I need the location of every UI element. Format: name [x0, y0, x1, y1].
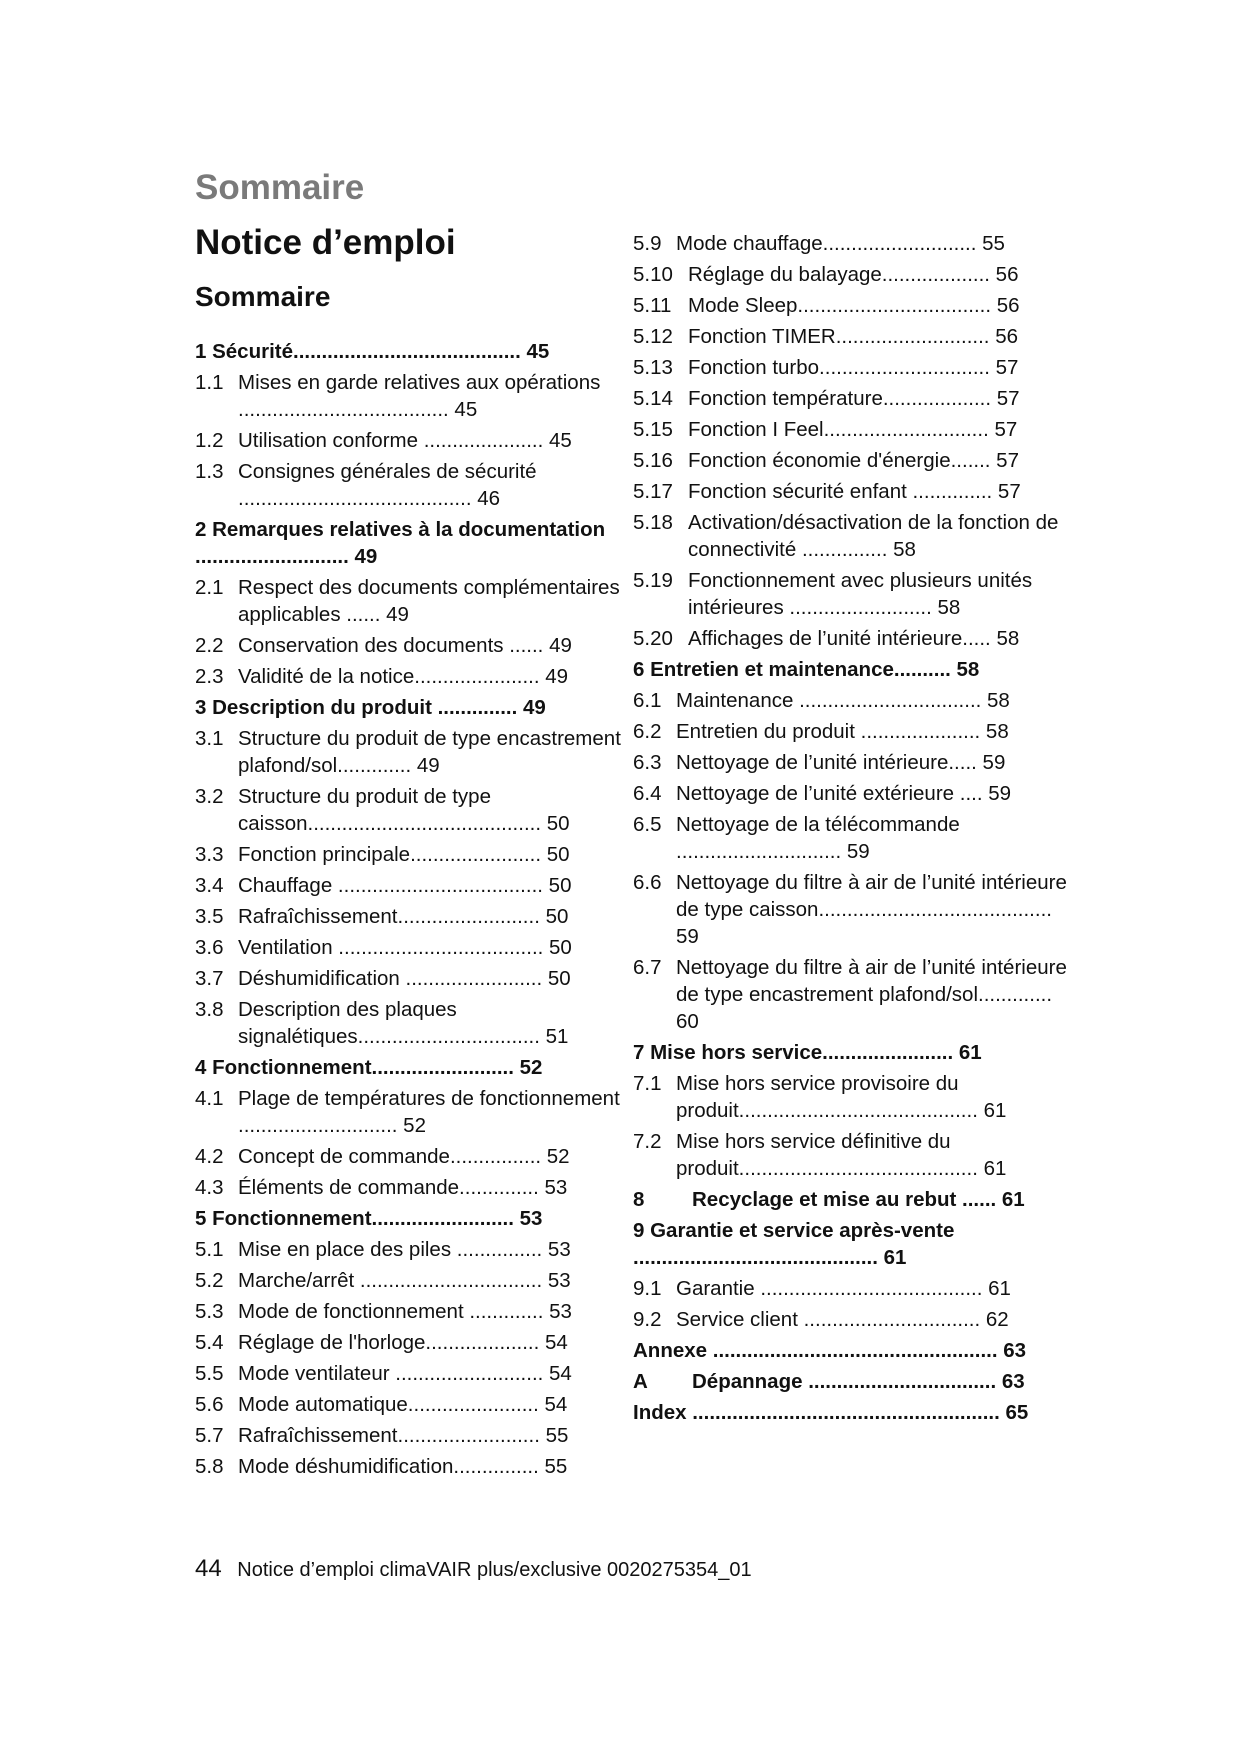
toc-entry-number: 5.16	[633, 449, 673, 472]
toc-entry[interactable]	[195, 338, 627, 365]
toc-entry-text: Mise hors service provisoire du produit.......................................... 61	[676, 1072, 1007, 1122]
toc-entry-text: Fonction I Feel............................. 57	[688, 418, 1018, 441]
toc-entry-text: Fonction sécurité enfant .............. 57	[688, 480, 1021, 503]
toc-entry-text: Affichages de l’unité intérieure..... 58	[688, 627, 1020, 650]
toc-entry-text: Fonction turbo.............................. 57	[688, 356, 1019, 379]
toc-entry[interactable]	[195, 516, 627, 570]
toc-entry-text: 5 Fonctionnement......................... 53	[195, 1207, 543, 1230]
toc-entry[interactable]	[633, 230, 1073, 257]
toc-entry-number: 5.8	[195, 1455, 224, 1478]
toc-entry-number: 3.6	[195, 936, 224, 959]
toc-entry[interactable]	[633, 1128, 1073, 1182]
toc-entry-number: 2.2	[195, 634, 224, 657]
toc-entry-number: 1.3	[195, 460, 224, 483]
toc-entry[interactable]	[633, 354, 1073, 381]
toc-entry[interactable]	[195, 369, 627, 423]
toc-entry-text: Consignes générales de sécurité ......................................... 46	[238, 460, 537, 510]
toc-entry-number: 5.9	[633, 232, 662, 255]
toc-entry[interactable]	[633, 1186, 1073, 1213]
toc-right-column	[633, 230, 1073, 1430]
toc-entry-number: 5.17	[633, 480, 673, 503]
toc-entry-text: Service client ............................... 62	[676, 1308, 1009, 1331]
toc-entry-text: Mode de fonctionnement ............. 53	[238, 1300, 572, 1323]
toc-entry-number: 6.6	[633, 871, 662, 894]
page-footer	[195, 1555, 752, 1583]
toc-left-column	[195, 338, 627, 1484]
toc-entry-text: Mise hors service définitive du produit.......................................... 61	[676, 1130, 1007, 1180]
toc-entry-text: Activation/désactivation de la fonction de connectivité ............... 58	[688, 511, 1059, 561]
toc-entry-text: Utilisation conforme ..................... 45	[238, 429, 572, 452]
toc-entry-text: 9 Garantie et service après-vente ........................................... 61	[633, 1219, 955, 1269]
toc-entry-number: 5.14	[633, 387, 673, 410]
toc-entry[interactable]	[195, 1267, 627, 1294]
toc-entry[interactable]	[195, 1453, 627, 1480]
toc-entry[interactable]	[633, 385, 1073, 412]
toc-entry-text: Nettoyage de l’unité extérieure .... 59	[676, 782, 1012, 805]
toc-entry-number: 8	[633, 1188, 645, 1211]
toc-entry-number: 9.1	[633, 1277, 662, 1300]
toc-entry-text: Nettoyage de l’unité intérieure..... 59	[676, 751, 1006, 774]
toc-entry[interactable]	[633, 687, 1073, 714]
toc-entry[interactable]	[633, 1306, 1073, 1333]
toc-entry-number: 5.15	[633, 418, 673, 441]
toc-entry[interactable]	[633, 1039, 1073, 1066]
toc-entry-number: 4.2	[195, 1145, 224, 1168]
toc-entry-number: 3.3	[195, 843, 224, 866]
toc-entry-number: 5.5	[195, 1362, 224, 1385]
toc-entry-number: 5.3	[195, 1300, 224, 1323]
toc-entry-text: Mode chauffage........................... 55	[676, 232, 1005, 255]
toc-entry-text: Structure du produit de type caisson......................................... 50	[238, 785, 570, 835]
toc-entry-text: Nettoyage du filtre à air de l’unité intérieure de type caisson......................................... 59	[676, 871, 1067, 948]
toc-entry[interactable]	[633, 780, 1073, 807]
toc-entry-text: 4 Fonctionnement......................... 52	[195, 1056, 543, 1079]
toc-entry-text: Éléments de commande.............. 53	[238, 1176, 568, 1199]
toc-entry-text: Annexe .................................................. 63	[633, 1339, 1027, 1362]
toc-entry[interactable]	[195, 783, 627, 837]
page-number: 44	[195, 1555, 222, 1582]
toc-entry-number: 1.2	[195, 429, 224, 452]
toc-entry-number: 9.2	[633, 1308, 662, 1331]
toc-entry[interactable]	[633, 1337, 1073, 1364]
toc-entry-text: Mode Sleep.................................. 56	[688, 294, 1020, 317]
toc-entry-text: Fonction principale....................... 50	[238, 843, 570, 866]
toc-entry-text: Mises en garde relatives aux opérations ..................................... 45	[238, 371, 601, 421]
toc-entry[interactable]	[633, 261, 1073, 288]
toc-entry-text: Recyclage et mise au rebut ...... 61	[692, 1188, 1025, 1211]
toc-entry[interactable]	[195, 1205, 627, 1232]
toc-entry[interactable]	[633, 567, 1073, 621]
toc-entry[interactable]	[195, 1422, 627, 1449]
toc-entry[interactable]	[195, 841, 627, 868]
toc-entry-number: 7.2	[633, 1130, 662, 1153]
toc-entry-number: 4.3	[195, 1176, 224, 1199]
toc-entry[interactable]	[633, 1368, 1073, 1395]
toc-entry[interactable]	[633, 625, 1073, 652]
toc-entry[interactable]	[195, 1298, 627, 1325]
toc-entry-number: 5.4	[195, 1331, 224, 1354]
toc-entry[interactable]	[195, 996, 627, 1050]
toc-entry-number: 3.7	[195, 967, 224, 990]
toc-entry-text: Plage de températures de fonctionnement ............................ 52	[238, 1087, 620, 1137]
toc-entry[interactable]	[195, 632, 627, 659]
toc-entry-number: 5.6	[195, 1393, 224, 1416]
toc-entry-text: Rafraîchissement......................... 55	[238, 1424, 569, 1447]
toc-entry-text: Fonction température................... 57	[688, 387, 1020, 410]
toc-entry[interactable]	[195, 1360, 627, 1387]
toc-entry-number: 4.1	[195, 1087, 224, 1110]
toc-entry-number: 2.3	[195, 665, 224, 688]
toc-entry-number: 6.5	[633, 813, 662, 836]
toc-entry-text: Maintenance ................................ 58	[676, 689, 1010, 712]
toc-entry-number: 3.1	[195, 727, 224, 750]
toc-entry-text: 1 Sécurité........................................ 45	[195, 340, 550, 363]
footer-text: Notice d’emploi climaVAIR plus/exclusive 0020275354_01	[237, 1559, 752, 1581]
toc-entry-number: 7.1	[633, 1072, 662, 1095]
toc-entry-text: Fonctionnement avec plusieurs unités intérieures ......................... 58	[688, 569, 1033, 619]
toc-entry-text: 3 Description du produit .............. 49	[195, 696, 546, 719]
toc-entry-number: 5.10	[633, 263, 673, 286]
toc-entry-text: Concept de commande................ 52	[238, 1145, 570, 1168]
toc-entry[interactable]	[195, 1054, 627, 1081]
toc-entry[interactable]	[633, 1399, 1073, 1426]
toc-entry-number: 5.18	[633, 511, 673, 534]
toc-entry-text: Validité de la notice...................... 49	[238, 665, 569, 688]
toc-entry-text: Nettoyage du filtre à air de l’unité intérieure de type encastrement plafond/sol............. 60	[676, 956, 1067, 1033]
toc-entry-number: 3.4	[195, 874, 224, 897]
toc-entry-number: 1.1	[195, 371, 224, 394]
toc-title: Sommaire	[195, 281, 331, 312]
toc-entry[interactable]	[195, 694, 627, 721]
toc-entry[interactable]	[195, 1391, 627, 1418]
toc-entry-text: Conservation des documents ...... 49	[238, 634, 572, 657]
toc-entry-number: 5.19	[633, 569, 673, 592]
toc-entry-text: 7 Mise hors service....................... 61	[633, 1041, 982, 1064]
toc-entry-text: Mode automatique....................... 54	[238, 1393, 568, 1416]
toc-entry[interactable]	[633, 718, 1073, 745]
toc-entry[interactable]	[195, 1329, 627, 1356]
toc-entry[interactable]	[195, 934, 627, 961]
toc-entry[interactable]	[633, 954, 1073, 1035]
toc-entry-text: Entretien du produit ..................... 58	[676, 720, 1009, 743]
toc-entry-text: Description des plaques signalétiques................................ 51	[238, 998, 569, 1048]
toc-entry[interactable]	[633, 1217, 1073, 1271]
toc-entry-text: Mise en place des piles ............... 53	[238, 1238, 571, 1261]
toc-entry[interactable]	[633, 509, 1073, 563]
toc-entry-text: Fonction TIMER........................... 56	[688, 325, 1019, 348]
toc-entry-text: 6 Entretien et maintenance.......... 58	[633, 658, 980, 681]
toc-entry[interactable]	[633, 292, 1073, 319]
toc-entry-number: 3.5	[195, 905, 224, 928]
toc-entry-number: 3.8	[195, 998, 224, 1021]
section-title: Sommaire	[195, 168, 365, 207]
toc-entry-number: 5.13	[633, 356, 673, 379]
toc-entry[interactable]	[633, 478, 1073, 505]
toc-entry-text: Rafraîchissement......................... 50	[238, 905, 569, 928]
toc-entry[interactable]	[633, 811, 1073, 865]
toc-entry-text: Dépannage ................................. 63	[692, 1370, 1025, 1393]
toc-entry-text: Réglage du balayage................... 56	[688, 263, 1019, 286]
toc-entry-number: 5.11	[633, 294, 672, 317]
toc-entry[interactable]	[195, 1174, 627, 1201]
toc-entry-number: 5.20	[633, 627, 673, 650]
toc-entry[interactable]	[195, 872, 627, 899]
toc-entry[interactable]	[195, 1143, 627, 1170]
toc-entry[interactable]	[633, 656, 1073, 683]
toc-entry-number: 2.1	[195, 576, 224, 599]
toc-entry[interactable]	[633, 869, 1073, 950]
toc-entry-text: Garantie ....................................... 61	[676, 1277, 1011, 1300]
toc-entry-text: Ventilation .................................... 50	[238, 936, 572, 959]
toc-entry[interactable]	[195, 1085, 627, 1139]
toc-entry[interactable]	[633, 1070, 1073, 1124]
toc-entry-text: Nettoyage de la télécommande ............................. 59	[676, 813, 960, 863]
toc-entry[interactable]	[633, 1275, 1073, 1302]
toc-entry-number: 5.2	[195, 1269, 224, 1292]
toc-entry[interactable]	[195, 725, 627, 779]
toc-entry-text: Déshumidification ........................ 50	[238, 967, 571, 990]
toc-entry[interactable]	[195, 965, 627, 992]
toc-entry[interactable]	[633, 749, 1073, 776]
toc-entry-text: Fonction économie d'énergie....... 57	[688, 449, 1019, 472]
toc-entry-number: 6.3	[633, 751, 662, 774]
toc-entry-number: 6.2	[633, 720, 662, 743]
toc-entry-text: Marche/arrêt ................................ 53	[238, 1269, 571, 1292]
toc-entry[interactable]	[195, 663, 627, 690]
toc-entry[interactable]	[633, 323, 1073, 350]
toc-entry-text: Mode ventilateur .......................... 54	[238, 1362, 572, 1385]
toc-entry-number: 6.4	[633, 782, 662, 805]
toc-entry-number: 5.12	[633, 325, 673, 348]
toc-entry-text: Structure du produit de type encastrement plafond/sol............. 49	[238, 727, 621, 777]
toc-entry-text: Chauffage .................................... 50	[238, 874, 572, 897]
toc-entry[interactable]	[195, 1236, 627, 1263]
toc-entry-number: 5.1	[195, 1238, 224, 1261]
toc-entry-number: 6.1	[633, 689, 662, 712]
toc-entry-text: Mode déshumidification............... 55	[238, 1455, 568, 1478]
toc-entry-number: A	[633, 1370, 648, 1393]
doc-title: Notice d’emploi	[195, 223, 456, 262]
toc-entry-text: Réglage de l'horloge.................... 54	[238, 1331, 568, 1354]
toc-entry-text: 2 Remarques relatives à la documentation ........................... 49	[195, 518, 606, 568]
toc-entry[interactable]	[195, 903, 627, 930]
toc-entry[interactable]	[195, 427, 627, 454]
toc-entry[interactable]	[195, 458, 627, 512]
toc-entry-text: Index ...................................................... 65	[633, 1401, 1029, 1424]
toc-entry-text: Respect des documents complémentaires applicables ...... 49	[238, 576, 620, 626]
toc-entry[interactable]	[633, 447, 1073, 474]
toc-entry-number: 6.7	[633, 956, 662, 979]
toc-entry[interactable]	[195, 574, 627, 628]
toc-entry-number: 5.7	[195, 1424, 224, 1447]
toc-entry[interactable]	[633, 416, 1073, 443]
toc-entry-number: 3.2	[195, 785, 224, 808]
